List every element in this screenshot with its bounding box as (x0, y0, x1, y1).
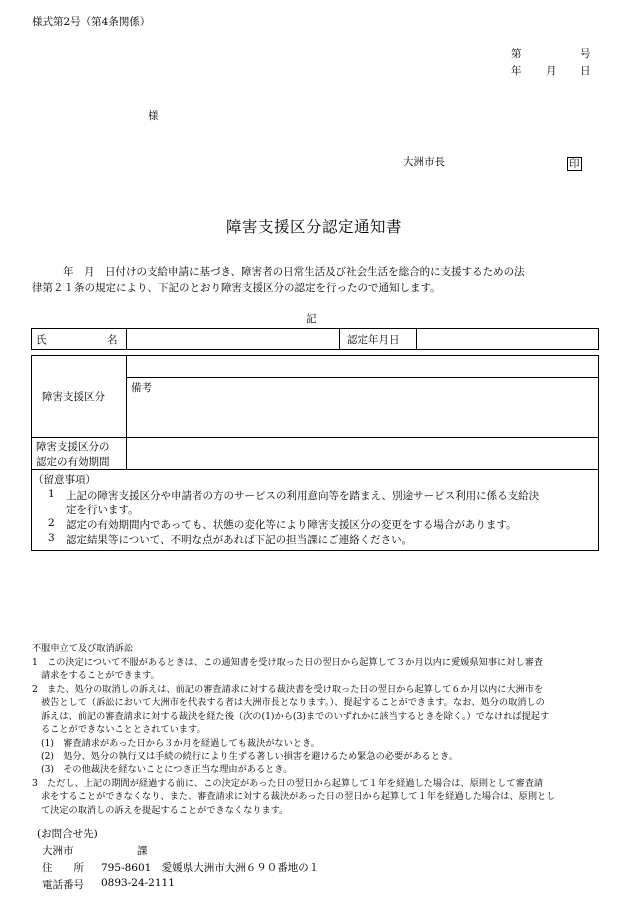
contact-section: 課 (137, 845, 148, 857)
note-2-text-1: 認定の有効期間内であっても、状態の変化等により障害支援区分の変更をする場合があります。 (66, 519, 517, 531)
note-3-num: 3 (48, 532, 55, 544)
notes-heading: （留意事項） (33, 474, 96, 486)
appeal-s2: (2) 処分、処分の執行又は手続の続行により生ずる著しい損害を避けるため緊急の必要があるとき。 (41, 751, 458, 762)
appeal-p3-1: 3 ただし、上記の期間が経過する前に、この決定があった日の翌日から起算して１年を経過した場合は、原則として審査請 (32, 778, 544, 789)
appeal-p2-1: 2 また、処分の取消しの訴えは、前記の審査請求に対する裁決書を受け取った日の翌日から起算して６か月以内に大洲市を (32, 684, 544, 695)
appeal-p1-2: 請求をすることができます。 (41, 670, 160, 681)
document-title: 障害支援区分認定通知書 (226, 218, 403, 236)
contact-city: 大洲市 (42, 845, 74, 857)
note-2-num: 2 (48, 517, 55, 529)
note-1-num: 1 (48, 488, 55, 500)
note-1-text-1: 上記の障害支援区分や申請者の方のサービスの利用意向等を踏まえ、別途サービス利用に係る支給決 (66, 490, 540, 502)
name-label-2: 名 (107, 334, 118, 346)
appeal-p2-4: ることができないこととされています。 (41, 724, 206, 735)
contact-address-label: 住 所 (42, 862, 84, 874)
remarks-label: 備考 (131, 382, 152, 394)
contact-heading: (お問合せ先) (37, 828, 98, 840)
seal-mark (567, 152, 582, 171)
recipient-suffix: 様 (148, 110, 159, 122)
contact-address: 795-8601 愛媛県大洲市大洲６９０番地の１ (101, 862, 320, 874)
body-line-1: 年 月 日付けの支給申請に基づき、障害者の日常生活及び社会生活を総合的に支援するための法 (63, 266, 525, 278)
issuer: 大洲市長 (403, 156, 445, 168)
contact-phone: 0893-24-2111 (101, 877, 175, 889)
date-year: 年 (511, 65, 522, 77)
appeal-p3-3: て決定の取消しの訴えを提起することができなくなります。 (41, 805, 289, 816)
note-3-text-1: 認定結果等について、不明な点があれば下記の担当課にご連絡ください。 (66, 534, 413, 546)
contact-phone-label: 電話番号 (42, 879, 84, 891)
appeal-s1: (1) 審査請求があった日から３か月を経過しても裁決がないとき。 (41, 738, 320, 749)
number-go: 号 (580, 48, 591, 60)
category-label: 障害支援区分 (42, 391, 105, 403)
form-id: 様式第2号（第4条関係） (32, 16, 151, 28)
appeal-p2-3: 訴えは、前記の審査請求に対する裁決を経た後（次の(1)から(3)までのいずれかに該当するときを除く。）でなければ提起す (41, 711, 550, 722)
appeal-p2-2: 被告として（訴訟において大洲市を代表する者は大洲市長となります。）、提起することができます。なお、処分の取消しの (41, 697, 545, 708)
validity-label-1: 障害支援区分の (36, 441, 110, 453)
validity-label-2: 認定の有効期間 (36, 456, 110, 468)
seal-text: 印 (569, 158, 580, 170)
date-day: 日 (580, 65, 591, 77)
note-1-text-2: 定を行います。 (66, 504, 139, 516)
number-dai: 第 (511, 48, 522, 60)
date-month: 月 (546, 65, 557, 77)
appeal-heading: 不服申立て及び取消訴訟 (32, 643, 134, 654)
appeal-p3-2: 求をすることができなくなり、また、審査請求に対する裁決があった日の翌日から起算して１年を経過した場合は、原則とし (41, 791, 556, 802)
ki-label: 記 (306, 313, 317, 325)
appeal-s3: (3) その他裁決を経ないことにつき正当な理由があるとき。 (41, 764, 293, 775)
cert-date-label: 認定年月日 (347, 334, 400, 346)
body-line-2: 律第２１条の規定により、下記のとおり障害支援区分の認定を行ったので通知します。 (32, 282, 441, 294)
appeal-p1-1: 1 この決定について不服があるときは、この通知書を受け取った日の翌日から起算して３か月以内に愛媛県知事に対し審査 (32, 657, 543, 668)
name-label-1: 氏 (36, 334, 47, 346)
